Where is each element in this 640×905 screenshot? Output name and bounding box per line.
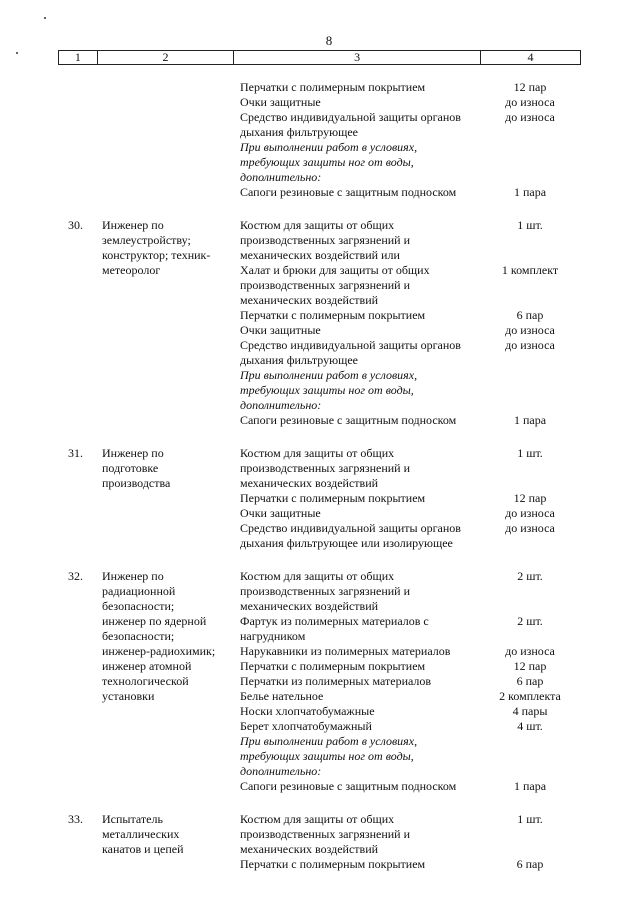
row-number: 32. — [68, 569, 83, 583]
profession-name — [102, 446, 234, 491]
ppe-item-line: Сапоги резиновые с защитным подноском — [240, 779, 457, 793]
profession-row — [0, 80, 640, 200]
profession-line: Инженер по — [102, 446, 164, 460]
column-header-1: 1 — [59, 51, 98, 65]
ppe-item-line: Перчатки с полимерным покрытием — [240, 857, 426, 871]
ppe-item — [240, 413, 492, 428]
profession-line: конструктор; техник- — [102, 248, 211, 262]
profession-name — [102, 218, 234, 278]
ppe-item — [240, 521, 492, 551]
ppe-item — [240, 719, 492, 734]
ppe-quantity: 12 пар — [513, 80, 547, 94]
ppe-item-line: производственных загрязнений и — [240, 827, 411, 841]
ppe-item — [240, 323, 492, 338]
ppe-item — [240, 644, 492, 659]
profession-line: Инженер по — [102, 569, 164, 583]
ppe-item-line: Сапоги резиновые с защитным подноском — [240, 413, 457, 427]
ppe-item-line: Костюм для защиты от общих — [240, 812, 395, 826]
row-number: 33. — [68, 812, 83, 826]
profession-line: инженер-радиохимик; — [102, 644, 216, 658]
ppe-item — [240, 812, 492, 857]
row-spacer — [0, 428, 640, 446]
profession-line: канатов и цепей — [102, 842, 184, 856]
ppe-item-line: производственных загрязнений и — [240, 278, 411, 292]
ppe-item — [240, 689, 492, 704]
ppe-quantity: до износа — [505, 95, 555, 109]
ppe-item-line: Белье нательное — [240, 689, 324, 703]
ppe-item-line: механических воздействий — [240, 476, 379, 490]
ppe-item-line: При выполнении работ в условиях, — [240, 734, 418, 748]
profession-line: производства — [102, 476, 171, 490]
ppe-item-line: дополнительно: — [240, 170, 322, 184]
row-spacer — [0, 200, 640, 218]
profession-line: безопасности; — [102, 599, 175, 613]
profession-row — [0, 446, 640, 551]
row-spacer — [0, 551, 640, 569]
ppe-item-line: нагрудником — [240, 629, 306, 643]
profession-line: инженер по ядерной — [102, 614, 207, 628]
row-number: 30. — [68, 218, 83, 232]
ppe-item-line: Перчатки из полимерных материалов — [240, 674, 432, 688]
ppe-quantity: до износа — [505, 644, 555, 658]
ppe-item — [240, 110, 492, 140]
ppe-quantity: 1 пара — [513, 185, 547, 199]
ppe-quantity: до износа — [505, 110, 555, 124]
condition-note — [240, 140, 492, 185]
ppe-item — [240, 263, 492, 308]
ppe-item-line: При выполнении работ в условиях, — [240, 368, 418, 382]
ppe-item-line: дополнительно: — [240, 398, 322, 412]
ppe-quantity: 1 пара — [513, 413, 547, 427]
ppe-item-line: производственных загрязнений и — [240, 461, 411, 475]
ppe-item-line: Средство индивидуальной защиты органов — [240, 338, 461, 352]
ppe-item-line: Сапоги резиновые с защитным подноском — [240, 185, 457, 199]
ppe-item — [240, 674, 492, 689]
ppe-item-line: Костюм для защиты от общих — [240, 446, 395, 460]
ppe-quantity: 2 шт. — [517, 614, 543, 628]
condition-note — [240, 734, 492, 779]
column-header-4: 4 — [480, 51, 580, 65]
ppe-quantity: до износа — [505, 323, 555, 337]
ppe-item — [240, 80, 492, 95]
ppe-quantity: 2 шт. — [517, 569, 543, 583]
scan-speck — [44, 17, 46, 19]
profession-line: подготовке — [102, 461, 159, 475]
ppe-item — [240, 779, 492, 794]
ppe-item-line: Халат и брюки для защиты от общих — [240, 263, 430, 277]
ppe-item-line: дыхания фильтрующее — [240, 353, 358, 367]
ppe-item — [240, 659, 492, 674]
ppe-item-line: дополнительно: — [240, 764, 322, 778]
profession-line: метеоролог — [102, 263, 161, 277]
ppe-item — [240, 185, 492, 200]
ppe-quantity: 6 пар — [516, 674, 544, 688]
ppe-item-line: дыхания фильтрующее — [240, 125, 358, 139]
profession-line: Инженер по — [102, 218, 164, 232]
profession-line: безопасности; — [102, 629, 175, 643]
ppe-item-line: Перчатки с полимерным покрытием — [240, 308, 426, 322]
ppe-item-line: Очки защитные — [240, 323, 321, 337]
ppe-quantity: 1 шт. — [517, 218, 543, 232]
ppe-item-line: Фартук из полимерных материалов с — [240, 614, 429, 628]
ppe-item — [240, 506, 492, 521]
ppe-item-line: производственных загрязнений и — [240, 233, 411, 247]
ppe-item-line: требующих защиты ног от воды, — [240, 383, 414, 397]
row-number: 31. — [68, 446, 83, 460]
profession-name — [102, 569, 234, 704]
ppe-item — [240, 491, 492, 506]
profession-name — [102, 812, 234, 857]
ppe-quantity: 1 шт. — [517, 446, 543, 460]
ppe-item-line: Берет хлопчатобумажный — [240, 719, 372, 733]
ppe-item — [240, 569, 492, 614]
ppe-item-line: дыхания фильтрующее или изолирующее — [240, 536, 453, 550]
column-header-3: 3 — [234, 51, 481, 65]
ppe-quantity: 1 комплект — [501, 263, 559, 277]
column-header-row — [58, 50, 581, 65]
profession-line: металлических — [102, 827, 180, 841]
profession-line: технологической — [102, 674, 189, 688]
ppe-list — [0, 80, 640, 872]
scan-speck — [16, 52, 18, 54]
ppe-item-line: Средство индивидуальной защиты органов — [240, 521, 461, 535]
ppe-item-line: Костюм для защиты от общих — [240, 218, 395, 232]
ppe-item — [240, 857, 492, 872]
profession-line: установки — [102, 689, 155, 703]
ppe-quantity: 4 шт. — [517, 719, 543, 733]
ppe-quantity: до износа — [505, 521, 555, 535]
ppe-quantity: 4 пары — [512, 704, 548, 718]
ppe-item-line: механических воздействий — [240, 842, 379, 856]
ppe-item-line: Носки хлопчатобумажные — [240, 704, 375, 718]
ppe-item-line: механических воздействий — [240, 293, 379, 307]
ppe-item-line: Перчатки с полимерным покрытием — [240, 491, 426, 505]
ppe-item-line: Нарукавники из полимерных материалов — [240, 644, 451, 658]
ppe-item — [240, 218, 492, 263]
profession-line: землеустройству; — [102, 233, 191, 247]
ppe-item-line: производственных загрязнений и — [240, 584, 411, 598]
ppe-quantity: 6 пар — [516, 308, 544, 322]
ppe-item — [240, 308, 492, 323]
ppe-item-line: При выполнении работ в условиях, — [240, 140, 418, 154]
profession-row — [0, 569, 640, 794]
ppe-item-line: требующих защиты ног от воды, — [240, 155, 414, 169]
profession-line: радиационной — [102, 584, 176, 598]
ppe-item-line: Средство индивидуальной защиты органов — [240, 110, 461, 124]
ppe-quantity: 2 комплекта — [499, 689, 561, 703]
ppe-item-line: Костюм для защиты от общих — [240, 569, 395, 583]
ppe-quantity: 1 пара — [513, 779, 547, 793]
ppe-quantity: 12 пар — [513, 491, 547, 505]
ppe-quantity: 1 шт. — [517, 812, 543, 826]
profession-line: инженер атомной — [102, 659, 192, 673]
ppe-item — [240, 704, 492, 719]
ppe-item — [240, 614, 492, 644]
profession-row — [0, 812, 640, 872]
condition-note — [240, 368, 492, 413]
ppe-item-line: Очки защитные — [240, 95, 321, 109]
ppe-item-line: Перчатки с полимерным покрытием — [240, 659, 426, 673]
ppe-item — [240, 338, 492, 368]
profession-line: Испытатель — [102, 812, 163, 826]
ppe-item — [240, 446, 492, 491]
row-spacer — [0, 794, 640, 812]
ppe-quantity: 6 пар — [516, 857, 544, 871]
ppe-item-line: механических воздействий или — [240, 248, 400, 262]
ppe-item-line: Перчатки с полимерным покрытием — [240, 80, 426, 94]
ppe-item — [240, 95, 492, 110]
page-number: 8 — [325, 33, 333, 48]
ppe-quantity: 12 пар — [513, 659, 547, 673]
profession-row — [0, 218, 640, 428]
ppe-item-line: Очки защитные — [240, 506, 321, 520]
ppe-item-line: механических воздействий — [240, 599, 379, 613]
ppe-quantity: до износа — [505, 338, 555, 352]
ppe-item-line: требующих защиты ног от воды, — [240, 749, 414, 763]
column-header-2: 2 — [97, 51, 234, 65]
ppe-quantity: до износа — [505, 506, 555, 520]
